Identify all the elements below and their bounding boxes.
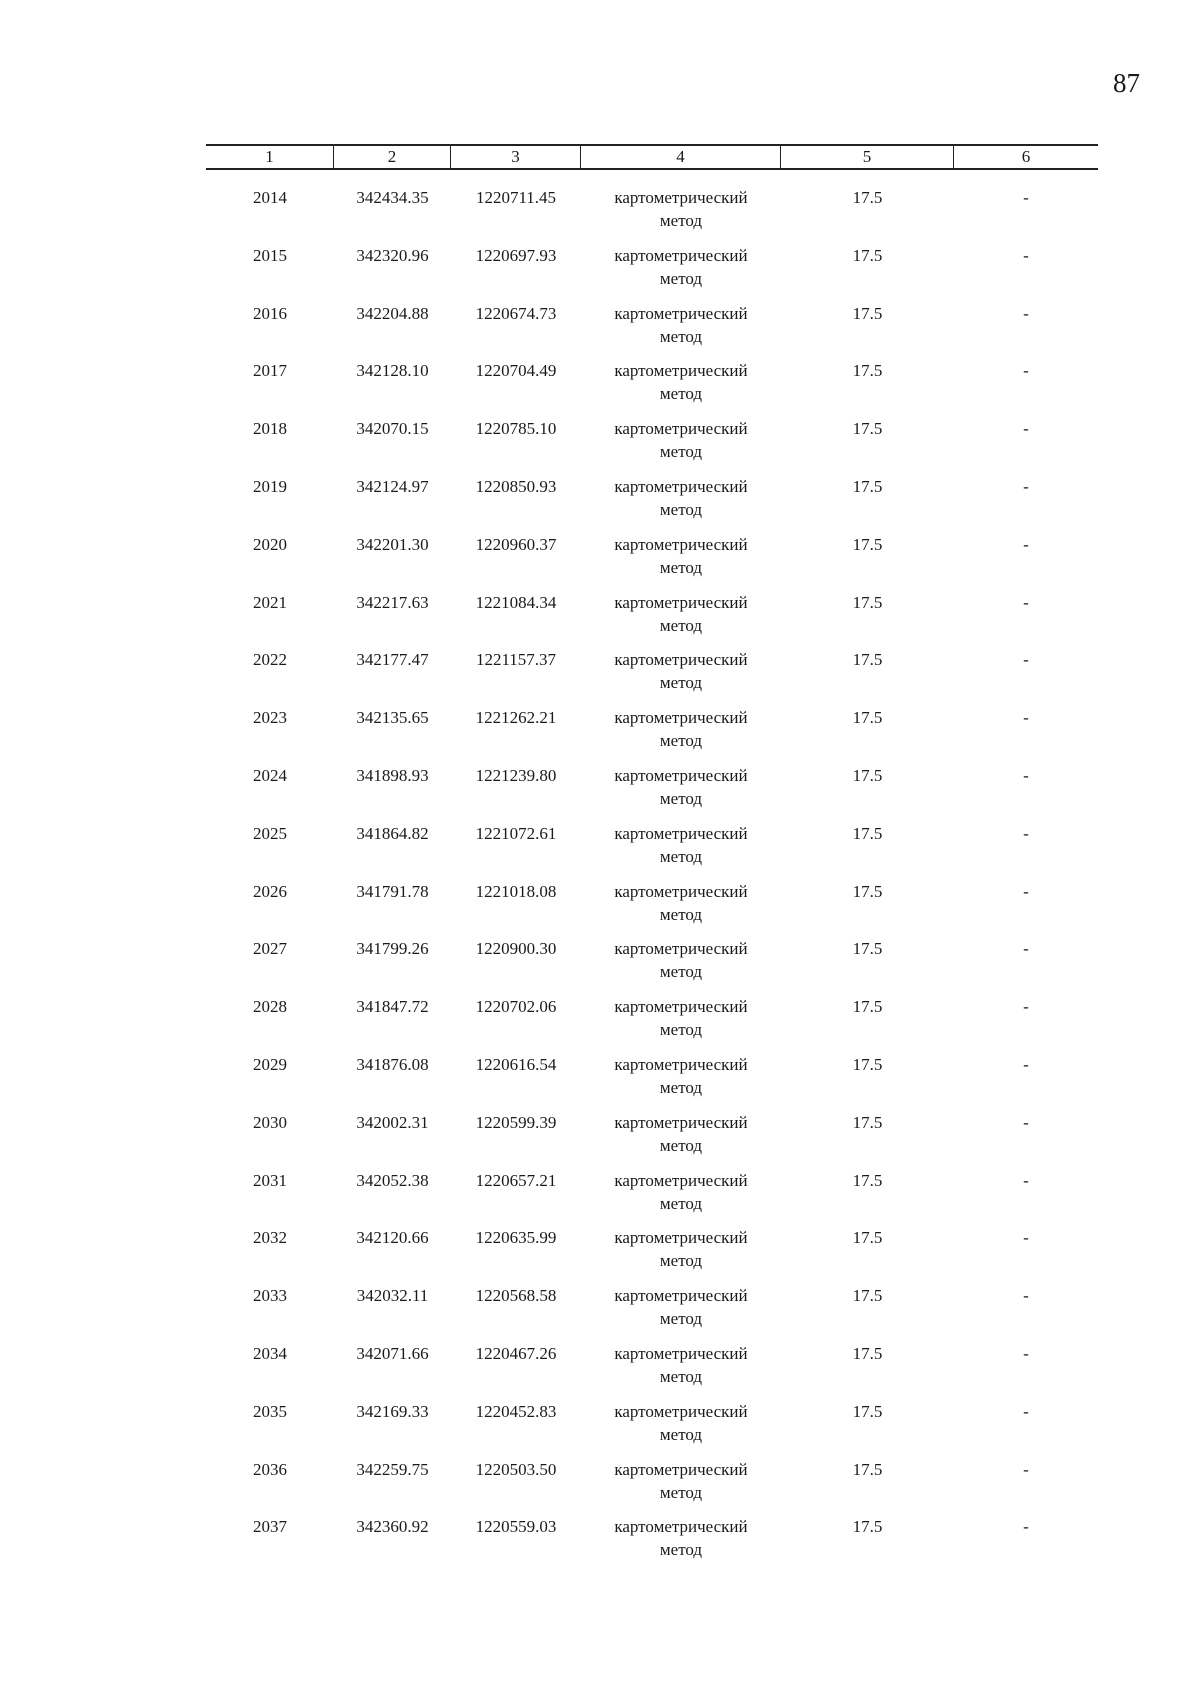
coordinates-table [206,144,1098,1573]
point-number-cell: 2020 [253,534,287,554]
table-row [206,1342,1098,1400]
method-line-1: картометрический [614,650,748,670]
x-coordinate-cell: 341799.26 [356,939,429,959]
point-number-cell: 2016 [253,303,287,323]
method-line-2: метод [659,1482,703,1502]
method-line-2: метод [659,1193,703,1213]
point-number-cell: 2032 [253,1228,287,1248]
accuracy-cell: 17.5 [852,1459,883,1479]
y-coordinate-cell: 1221262.21 [475,708,557,728]
point-number-cell: 2023 [253,708,287,728]
method-cell [581,533,781,591]
method-line-2: метод [659,962,703,982]
table-row [206,1169,1098,1227]
accuracy-cell: 17.5 [852,997,883,1017]
table-row [206,417,1098,475]
method-line-1: картометрический [614,1286,748,1306]
description-cell: - [1023,476,1029,496]
method-cell [581,648,781,706]
method-line-1: картометрический [614,1401,748,1421]
x-coordinate-cell: 342032.11 [356,1286,429,1306]
description-cell: - [1023,1112,1029,1132]
method-line-1: картометрический [614,1343,748,1363]
accuracy-cell: 17.5 [852,881,883,901]
method-cell [581,880,781,938]
description-cell: - [1023,534,1029,554]
x-coordinate-cell: 342201.30 [356,534,429,554]
method-cell [581,302,781,360]
table-row [206,186,1098,244]
point-number-cell: 2027 [253,939,287,959]
header-col-6: 6 [1021,147,1031,166]
x-coordinate-cell: 341898.93 [356,765,429,785]
method-line-2: метод [659,1366,703,1386]
x-coordinate-cell: 342204.88 [356,303,429,323]
table-row [206,1284,1098,1342]
method-cell [581,995,781,1053]
y-coordinate-cell: 1220616.54 [475,1054,557,1074]
y-coordinate-cell: 1220635.99 [475,1228,557,1248]
y-coordinate-cell: 1221018.08 [475,881,557,901]
accuracy-cell: 17.5 [852,476,883,496]
description-cell: - [1023,188,1029,207]
table-row [206,1515,1098,1573]
method-cell [581,1342,781,1400]
method-cell [581,706,781,764]
y-coordinate-cell: 1220702.06 [475,997,557,1017]
method-line-1: картометрический [614,1112,748,1132]
method-line-2: метод [659,1020,703,1040]
x-coordinate-cell: 342070.15 [356,419,429,439]
point-number-cell: 2030 [253,1112,287,1132]
accuracy-cell: 17.5 [852,1228,883,1248]
table-row [206,995,1098,1053]
table-row [206,822,1098,880]
method-cell [581,1515,781,1573]
accuracy-cell: 17.5 [852,708,883,728]
x-coordinate-cell: 341876.08 [356,1054,429,1074]
point-number-cell: 2021 [253,592,287,612]
method-line-2: метод [659,904,703,924]
x-coordinate-cell: 342320.96 [356,245,429,265]
method-line-2: метод [659,268,703,288]
y-coordinate-cell: 1220674.73 [475,303,557,323]
point-number-cell: 2033 [253,1286,287,1306]
description-cell: - [1023,1228,1029,1248]
x-coordinate-cell: 342169.33 [356,1401,429,1421]
method-line-2: метод [659,326,703,346]
table-row [206,1226,1098,1284]
method-cell [581,186,781,244]
table-body [206,186,1098,1573]
accuracy-cell: 17.5 [852,823,883,843]
method-line-1: картометрический [614,1170,748,1190]
point-number-cell: 2018 [253,419,287,439]
y-coordinate-cell: 1220785.10 [475,419,557,439]
method-line-2: метод [659,846,703,866]
y-coordinate-cell: 1220452.83 [475,1401,557,1421]
method-line-2: метод [659,442,703,462]
table-row [206,1053,1098,1111]
method-cell [581,475,781,533]
table-row [206,244,1098,302]
description-cell: - [1023,823,1029,843]
description-cell: - [1023,1459,1029,1479]
description-cell: - [1023,1286,1029,1306]
y-coordinate-cell: 1220568.58 [475,1286,557,1306]
method-line-2: метод [659,1251,703,1271]
point-number-cell: 2036 [253,1459,287,1479]
method-line-1: картометрический [614,1517,748,1537]
x-coordinate-cell: 342135.65 [356,708,429,728]
x-coordinate-cell: 342052.38 [356,1170,429,1190]
method-line-2: метод [659,211,703,230]
accuracy-cell: 17.5 [852,245,883,265]
method-cell [581,1284,781,1342]
method-cell [581,1169,781,1227]
header-col-2: 2 [334,146,451,168]
method-line-1: картометрический [614,1459,748,1479]
y-coordinate-cell: 1220467.26 [475,1343,557,1363]
method-cell [581,1400,781,1458]
description-cell: - [1023,419,1029,439]
point-number-cell: 2019 [253,476,287,496]
method-line-1: картометрический [614,1228,748,1248]
method-line-1: картометрический [614,419,748,439]
method-cell [581,417,781,475]
table-row [206,648,1098,706]
description-cell: - [1023,939,1029,959]
table-row [206,764,1098,822]
x-coordinate-cell: 342002.31 [356,1112,429,1132]
method-line-1: картометрический [614,245,748,265]
y-coordinate-cell: 1221084.34 [475,592,557,612]
y-coordinate-cell: 1220900.30 [475,939,557,959]
accuracy-cell: 17.5 [852,1401,883,1421]
method-line-1: картометрический [614,592,748,612]
description-cell: - [1023,1170,1029,1190]
table-row [206,359,1098,417]
header-col-3: 3 [451,146,581,168]
method-cell [581,822,781,880]
accuracy-cell: 17.5 [852,1054,883,1074]
method-cell [581,1111,781,1169]
accuracy-cell: 17.5 [852,765,883,785]
y-coordinate-cell: 1220711.45 [475,188,557,207]
x-coordinate-cell: 342259.75 [356,1459,429,1479]
method-line-1: картометрический [614,708,748,728]
accuracy-cell: 17.5 [852,419,883,439]
accuracy-cell: 17.5 [852,650,883,670]
x-coordinate-cell: 342360.92 [356,1517,429,1537]
accuracy-cell: 17.5 [852,1286,883,1306]
table-row [206,302,1098,360]
table-row [206,475,1098,533]
x-coordinate-cell: 342128.10 [356,361,429,381]
method-line-1: картометрический [614,939,748,959]
method-line-1: картометрический [614,476,748,496]
table-row [206,1458,1098,1516]
point-number-cell: 2014 [253,188,287,207]
accuracy-cell: 17.5 [852,1170,883,1190]
description-cell: - [1023,765,1029,785]
point-number-cell: 2026 [253,881,287,901]
x-coordinate-cell: 342177.47 [356,650,429,670]
x-coordinate-cell: 342071.66 [356,1343,429,1363]
method-line-1: картометрический [614,534,748,554]
method-line-2: метод [659,788,703,808]
method-line-2: метод [659,615,703,635]
point-number-cell: 2035 [253,1401,287,1421]
method-line-1: картометрический [614,303,748,323]
point-number-cell: 2029 [253,1054,287,1074]
method-line-2: метод [659,1540,703,1560]
description-cell: - [1023,592,1029,612]
x-coordinate-cell: 342434.35 [356,188,429,207]
method-cell [581,764,781,822]
point-number-cell: 2022 [253,650,287,670]
method-line-1: картометрический [614,188,748,207]
method-cell [581,359,781,417]
method-line-2: метод [659,499,703,519]
description-cell: - [1023,303,1029,323]
table-row [206,591,1098,649]
point-number-cell: 2031 [253,1170,287,1190]
method-line-2: метод [659,673,703,693]
description-cell: - [1023,1054,1029,1074]
accuracy-cell: 17.5 [852,592,883,612]
method-line-1: картометрический [614,823,748,843]
x-coordinate-cell: 341864.82 [356,823,429,843]
description-cell: - [1023,361,1029,381]
x-coordinate-cell: 342217.63 [356,592,429,612]
description-cell: - [1023,1517,1029,1537]
y-coordinate-cell: 1220599.39 [475,1112,557,1132]
y-coordinate-cell: 1220503.50 [475,1459,557,1479]
method-line-1: картометрический [614,765,748,785]
x-coordinate-cell: 341847.72 [356,997,429,1017]
method-line-2: метод [659,731,703,751]
point-number-cell: 2037 [253,1517,287,1537]
method-line-2: метод [659,1135,703,1155]
accuracy-cell: 17.5 [852,1517,883,1537]
point-number-cell: 2028 [253,997,287,1017]
table-row [206,533,1098,591]
description-cell: - [1023,997,1029,1017]
header-col-1: 1 [206,146,334,168]
x-coordinate-cell: 342124.97 [356,476,429,496]
page-number: 87 [1113,68,1140,98]
method-line-2: метод [659,1424,703,1444]
y-coordinate-cell: 1221239.80 [475,765,557,785]
description-cell: - [1023,1401,1029,1421]
point-number-cell: 2017 [253,361,287,381]
method-line-2: метод [659,1309,703,1329]
accuracy-cell: 17.5 [852,361,883,381]
accuracy-cell: 17.5 [852,534,883,554]
x-coordinate-cell: 342120.66 [356,1228,429,1248]
y-coordinate-cell: 1220850.93 [475,476,557,496]
point-number-cell: 2024 [253,765,287,785]
accuracy-cell: 17.5 [852,1112,883,1132]
y-coordinate-cell: 1220657.21 [475,1170,557,1190]
y-coordinate-cell: 1220704.49 [475,361,557,381]
y-coordinate-cell: 1221072.61 [475,823,557,843]
y-coordinate-cell: 1220697.93 [475,245,557,265]
method-line-1: картометрический [614,881,748,901]
method-line-1: картометрический [614,997,748,1017]
method-cell [581,1226,781,1284]
y-coordinate-cell: 1221157.37 [475,650,557,670]
point-number-cell: 2025 [253,823,287,843]
point-number-cell: 2015 [253,245,287,265]
method-line-2: метод [659,1077,703,1097]
description-cell: - [1023,245,1029,265]
method-cell [581,1053,781,1111]
method-cell [581,244,781,302]
table-row [206,706,1098,764]
method-line-2: метод [659,557,703,577]
method-line-1: картометрический [614,361,748,381]
method-cell [581,591,781,649]
description-cell: - [1023,708,1029,728]
table-row [206,1111,1098,1169]
description-cell: - [1023,881,1029,901]
point-number-cell: 2034 [253,1343,287,1363]
table-row [206,937,1098,995]
header-col-5: 5 [781,146,954,168]
method-line-1: картометрический [614,1054,748,1074]
method-cell [581,1458,781,1516]
method-line-2: метод [659,384,703,404]
accuracy-cell: 17.5 [852,1343,883,1363]
table-row [206,1400,1098,1458]
y-coordinate-cell: 1220559.03 [475,1517,557,1537]
accuracy-cell: 17.5 [852,939,883,959]
x-coordinate-cell: 341791.78 [356,881,429,901]
method-cell [581,937,781,995]
accuracy-cell: 17.5 [852,303,883,323]
description-cell: - [1023,650,1029,670]
accuracy-cell: 17.5 [852,188,883,207]
description-cell: - [1023,1343,1029,1363]
y-coordinate-cell: 1220960.37 [475,534,557,554]
table-header [206,144,1098,170]
header-col-4: 4 [581,146,781,168]
table-row [206,880,1098,938]
